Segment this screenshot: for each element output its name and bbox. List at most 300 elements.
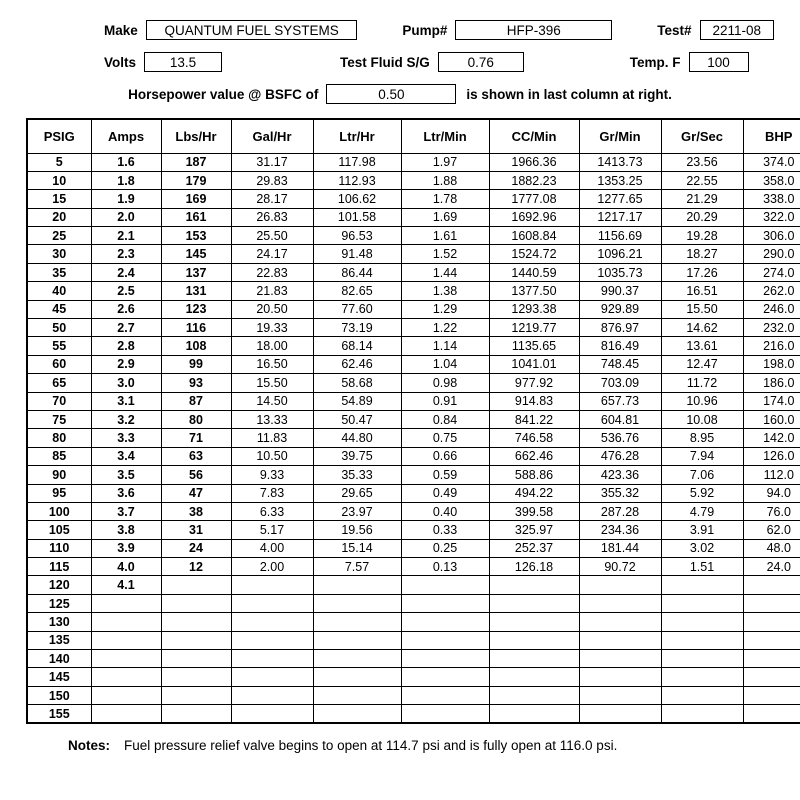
cell-cc-min: 914.83 (489, 392, 579, 410)
cell-gr-min: 816.49 (579, 337, 661, 355)
cell-gal-hr: 22.83 (231, 263, 313, 281)
cell-amps (91, 686, 161, 704)
cell-ltr-hr (313, 613, 401, 631)
cell-ltr-hr: 101.58 (313, 208, 401, 226)
cell-amps: 2.6 (91, 300, 161, 318)
cell-bhp: 174.0 (743, 392, 800, 410)
cell-bhp: 322.0 (743, 208, 800, 226)
cell-lbs-hr: 153 (161, 227, 231, 245)
cell-lbs-hr: 108 (161, 337, 231, 355)
table-row (27, 374, 800, 392)
cell-gr-sec: 5.92 (661, 484, 743, 502)
table-header-row (27, 119, 800, 153)
cell-lbs-hr (161, 631, 231, 649)
cell-ltr-min: 0.98 (401, 374, 489, 392)
cell-amps: 2.0 (91, 208, 161, 226)
cell-gr-min: 287.28 (579, 502, 661, 520)
cell-bhp: 338.0 (743, 190, 800, 208)
column-header-psig: PSIG (27, 119, 91, 153)
table-row (27, 227, 800, 245)
cell-psig: 60 (27, 355, 91, 373)
cell-bhp: 76.0 (743, 502, 800, 520)
cell-gr-sec: 3.91 (661, 521, 743, 539)
cell-ltr-min: 1.52 (401, 245, 489, 263)
cell-gal-hr: 28.17 (231, 190, 313, 208)
cell-bhp (743, 576, 800, 594)
cell-lbs-hr: 145 (161, 245, 231, 263)
cell-gal-hr (231, 650, 313, 668)
cell-psig: 90 (27, 466, 91, 484)
cell-gr-min (579, 594, 661, 612)
cell-amps: 3.5 (91, 466, 161, 484)
cell-ltr-hr: 91.48 (313, 245, 401, 263)
cell-bhp: 216.0 (743, 337, 800, 355)
cell-ltr-min: 1.29 (401, 300, 489, 318)
cell-gr-sec: 19.28 (661, 227, 743, 245)
cell-psig: 55 (27, 337, 91, 355)
cell-amps: 4.0 (91, 558, 161, 576)
cell-psig: 10 (27, 171, 91, 189)
cell-cc-min (489, 686, 579, 704)
cell-cc-min: 841.22 (489, 410, 579, 428)
cell-amps: 2.8 (91, 337, 161, 355)
cell-psig: 40 (27, 282, 91, 300)
cell-bhp: 94.0 (743, 484, 800, 502)
bsfc-row (26, 84, 774, 104)
cell-bhp: 290.0 (743, 245, 800, 263)
table-row (27, 410, 800, 428)
cell-cc-min: 1293.38 (489, 300, 579, 318)
cell-gal-hr: 26.83 (231, 208, 313, 226)
cell-bhp: 232.0 (743, 319, 800, 337)
cell-bhp (743, 650, 800, 668)
cell-gr-sec (661, 650, 743, 668)
cell-gr-sec: 13.61 (661, 337, 743, 355)
table-row (27, 337, 800, 355)
cell-cc-min: 325.97 (489, 521, 579, 539)
cell-gr-min: 536.76 (579, 429, 661, 447)
cell-gal-hr: 4.00 (231, 539, 313, 557)
cell-psig: 130 (27, 613, 91, 631)
cell-amps (91, 594, 161, 612)
cell-gr-min: 355.32 (579, 484, 661, 502)
cell-gal-hr: 2.00 (231, 558, 313, 576)
cell-gal-hr: 6.33 (231, 502, 313, 520)
cell-ltr-hr: 35.33 (313, 466, 401, 484)
cell-ltr-hr (313, 594, 401, 612)
cell-psig: 120 (27, 576, 91, 594)
cell-amps: 1.9 (91, 190, 161, 208)
cell-ltr-min: 1.88 (401, 171, 489, 189)
cell-ltr-min: 0.75 (401, 429, 489, 447)
cell-gr-min: 1353.25 (579, 171, 661, 189)
cell-amps: 3.6 (91, 484, 161, 502)
cell-ltr-min: 0.33 (401, 521, 489, 539)
cell-psig: 100 (27, 502, 91, 520)
column-header-gr-sec: Gr/Sec (661, 119, 743, 153)
cell-bhp: 62.0 (743, 521, 800, 539)
bsfc-field[interactable]: 0.50 (326, 84, 456, 104)
cell-gr-sec: 20.29 (661, 208, 743, 226)
cell-gr-min (579, 576, 661, 594)
test-field[interactable]: 2211-08 (700, 20, 774, 40)
make-field[interactable]: QUANTUM FUEL SYSTEMS (146, 20, 358, 40)
cell-gr-min (579, 668, 661, 686)
notes-label: Notes: (68, 738, 111, 754)
cell-ltr-hr (313, 668, 401, 686)
cell-cc-min: 977.92 (489, 374, 579, 392)
cell-gr-sec: 11.72 (661, 374, 743, 392)
table-row (27, 153, 800, 171)
cell-gal-hr: 21.83 (231, 282, 313, 300)
cell-gr-sec: 1.51 (661, 558, 743, 576)
table-row (27, 392, 800, 410)
cell-gal-hr (231, 705, 313, 723)
cell-bhp: 274.0 (743, 263, 800, 281)
cell-amps (91, 650, 161, 668)
cell-ltr-min: 1.97 (401, 153, 489, 171)
cell-amps: 1.8 (91, 171, 161, 189)
cell-gr-min: 876.97 (579, 319, 661, 337)
cell-gal-hr: 13.33 (231, 410, 313, 428)
cell-amps (91, 668, 161, 686)
test-fluid-sg-label: Test Fluid S/G (340, 54, 430, 70)
cell-ltr-min: 1.14 (401, 337, 489, 355)
cell-cc-min: 1882.23 (489, 171, 579, 189)
cell-ltr-min: 1.38 (401, 282, 489, 300)
cell-gr-min: 1413.73 (579, 153, 661, 171)
cell-lbs-hr: 12 (161, 558, 231, 576)
cell-ltr-hr: 117.98 (313, 153, 401, 171)
cell-bhp: 358.0 (743, 171, 800, 189)
cell-bhp: 198.0 (743, 355, 800, 373)
cell-bhp: 306.0 (743, 227, 800, 245)
cell-lbs-hr: 31 (161, 521, 231, 539)
cell-bhp: 246.0 (743, 300, 800, 318)
cell-bhp (743, 594, 800, 612)
cell-lbs-hr (161, 650, 231, 668)
cell-gr-sec: 22.55 (661, 171, 743, 189)
cell-lbs-hr: 80 (161, 410, 231, 428)
table-row (27, 668, 800, 686)
cell-lbs-hr: 131 (161, 282, 231, 300)
cell-ltr-hr (313, 631, 401, 649)
table-row (27, 319, 800, 337)
cell-amps: 3.7 (91, 502, 161, 520)
cell-gal-hr (231, 631, 313, 649)
cell-lbs-hr (161, 594, 231, 612)
cell-gr-sec: 10.96 (661, 392, 743, 410)
cell-amps (91, 613, 161, 631)
cell-lbs-hr (161, 705, 231, 723)
column-header-bhp: BHP (743, 119, 800, 153)
cell-gr-min: 1217.17 (579, 208, 661, 226)
cell-gr-sec: 7.06 (661, 466, 743, 484)
cell-ltr-min: 0.59 (401, 466, 489, 484)
cell-cc-min: 1608.84 (489, 227, 579, 245)
cell-psig: 25 (27, 227, 91, 245)
cell-gr-sec: 23.56 (661, 153, 743, 171)
table-row (27, 594, 800, 612)
cell-gr-sec: 10.08 (661, 410, 743, 428)
cell-lbs-hr: 71 (161, 429, 231, 447)
header-row-make (26, 20, 774, 40)
cell-cc-min: 1524.72 (489, 245, 579, 263)
cell-ltr-hr (313, 576, 401, 594)
column-header-gr-min: Gr/Min (579, 119, 661, 153)
cell-gr-sec (661, 594, 743, 612)
cell-lbs-hr (161, 576, 231, 594)
cell-amps: 3.3 (91, 429, 161, 447)
cell-gal-hr: 15.50 (231, 374, 313, 392)
cell-psig: 140 (27, 650, 91, 668)
cell-bhp (743, 613, 800, 631)
temp-label: Temp. F (629, 54, 681, 70)
cell-lbs-hr: 87 (161, 392, 231, 410)
table-row (27, 539, 800, 557)
table-row (27, 447, 800, 465)
cell-bhp: 48.0 (743, 539, 800, 557)
cell-ltr-min: 1.69 (401, 208, 489, 226)
cell-cc-min: 1692.96 (489, 208, 579, 226)
notes-text: Fuel pressure relief valve begins to open at 114.7 psi and is fully open at 116.0 psi. (124, 738, 618, 754)
cell-lbs-hr (161, 668, 231, 686)
cell-gr-min (579, 650, 661, 668)
temp-field[interactable]: 100 (689, 52, 749, 72)
table-row (27, 282, 800, 300)
cell-bhp: 374.0 (743, 153, 800, 171)
cell-cc-min: 1377.50 (489, 282, 579, 300)
cell-lbs-hr: 24 (161, 539, 231, 557)
column-header-amps: Amps (91, 119, 161, 153)
cell-ltr-hr: 62.46 (313, 355, 401, 373)
cell-ltr-hr: 112.93 (313, 171, 401, 189)
cell-bhp (743, 705, 800, 723)
cell-gr-min: 703.09 (579, 374, 661, 392)
cell-gr-min: 90.72 (579, 558, 661, 576)
cell-bhp: 126.0 (743, 447, 800, 465)
cell-psig: 135 (27, 631, 91, 649)
cell-gal-hr: 31.17 (231, 153, 313, 171)
bsfc-tail-text: is shown in last column at right. (466, 86, 672, 102)
cell-cc-min: 126.18 (489, 558, 579, 576)
column-header-lbs-hr: Lbs/Hr (161, 119, 231, 153)
cell-ltr-min (401, 631, 489, 649)
cell-cc-min: 252.37 (489, 539, 579, 557)
table-row (27, 263, 800, 281)
cell-ltr-min (401, 576, 489, 594)
cell-gr-sec: 8.95 (661, 429, 743, 447)
pump-field[interactable]: HFP-396 (455, 20, 612, 40)
test-fluid-sg-field[interactable]: 0.76 (438, 52, 524, 72)
cell-gr-min: 604.81 (579, 410, 661, 428)
cell-ltr-min (401, 594, 489, 612)
cell-gr-min: 1035.73 (579, 263, 661, 281)
volts-label: Volts (104, 54, 137, 70)
cell-gr-min (579, 705, 661, 723)
cell-ltr-min: 1.78 (401, 190, 489, 208)
cell-lbs-hr: 56 (161, 466, 231, 484)
cell-bhp: 24.0 (743, 558, 800, 576)
cell-gal-hr: 20.50 (231, 300, 313, 318)
cell-lbs-hr: 38 (161, 502, 231, 520)
cell-amps: 4.1 (91, 576, 161, 594)
cell-psig: 15 (27, 190, 91, 208)
cell-ltr-min: 0.91 (401, 392, 489, 410)
cell-gr-sec: 7.94 (661, 447, 743, 465)
table-row (27, 686, 800, 704)
cell-gal-hr: 19.33 (231, 319, 313, 337)
cell-bhp: 262.0 (743, 282, 800, 300)
cell-cc-min (489, 705, 579, 723)
table-row (27, 484, 800, 502)
cell-amps: 3.1 (91, 392, 161, 410)
cell-psig: 80 (27, 429, 91, 447)
notes (26, 738, 774, 753)
cell-ltr-min (401, 668, 489, 686)
cell-lbs-hr (161, 613, 231, 631)
cell-gal-hr: 14.50 (231, 392, 313, 410)
cell-psig: 110 (27, 539, 91, 557)
cell-gal-hr: 11.83 (231, 429, 313, 447)
cell-gr-min: 1096.21 (579, 245, 661, 263)
cell-psig: 75 (27, 410, 91, 428)
cell-amps: 2.4 (91, 263, 161, 281)
cell-cc-min: 1219.77 (489, 319, 579, 337)
cell-gr-min: 657.73 (579, 392, 661, 410)
cell-cc-min: 1440.59 (489, 263, 579, 281)
cell-ltr-min: 0.25 (401, 539, 489, 557)
table-row (27, 613, 800, 631)
cell-cc-min: 1041.01 (489, 355, 579, 373)
table-row (27, 300, 800, 318)
cell-gr-min (579, 613, 661, 631)
cell-amps: 3.9 (91, 539, 161, 557)
cell-psig: 150 (27, 686, 91, 704)
cell-ltr-hr: 58.68 (313, 374, 401, 392)
cell-gr-sec: 15.50 (661, 300, 743, 318)
cell-lbs-hr: 47 (161, 484, 231, 502)
cell-bhp: 112.0 (743, 466, 800, 484)
cell-ltr-min: 0.13 (401, 558, 489, 576)
volts-field[interactable]: 13.5 (144, 52, 222, 72)
header-row-volts (26, 52, 774, 72)
cell-psig: 105 (27, 521, 91, 539)
cell-ltr-min: 0.49 (401, 484, 489, 502)
cell-ltr-hr: 73.19 (313, 319, 401, 337)
cell-bhp (743, 631, 800, 649)
cell-gr-sec: 4.79 (661, 502, 743, 520)
cell-ltr-min (401, 613, 489, 631)
cell-ltr-hr: 77.60 (313, 300, 401, 318)
cell-amps: 3.4 (91, 447, 161, 465)
cell-gal-hr (231, 594, 313, 612)
cell-cc-min: 1135.65 (489, 337, 579, 355)
cell-ltr-hr: 106.62 (313, 190, 401, 208)
cell-gal-hr: 7.83 (231, 484, 313, 502)
table-row (27, 429, 800, 447)
cell-ltr-hr (313, 705, 401, 723)
cell-gal-hr: 9.33 (231, 466, 313, 484)
cell-amps: 2.5 (91, 282, 161, 300)
cell-gr-min: 1277.65 (579, 190, 661, 208)
test-label: Test# (657, 22, 692, 38)
cell-gal-hr: 24.17 (231, 245, 313, 263)
cell-psig: 145 (27, 668, 91, 686)
cell-psig: 35 (27, 263, 91, 281)
table-row (27, 466, 800, 484)
cell-amps: 3.8 (91, 521, 161, 539)
cell-gr-min: 181.44 (579, 539, 661, 557)
cell-gr-sec: 17.26 (661, 263, 743, 281)
bsfc-label: Horsepower value @ BSFC of (128, 86, 319, 102)
cell-gr-sec (661, 705, 743, 723)
cell-gr-sec: 18.27 (661, 245, 743, 263)
cell-ltr-hr: 15.14 (313, 539, 401, 557)
cell-gr-sec: 16.51 (661, 282, 743, 300)
cell-ltr-min: 1.22 (401, 319, 489, 337)
cell-lbs-hr: 63 (161, 447, 231, 465)
column-header-gal-hr: Gal/Hr (231, 119, 313, 153)
column-header-ltr-min: Ltr/Min (401, 119, 489, 153)
cell-ltr-min: 0.84 (401, 410, 489, 428)
table-row (27, 190, 800, 208)
cell-gr-min: 234.36 (579, 521, 661, 539)
cell-amps: 3.0 (91, 374, 161, 392)
cell-lbs-hr: 169 (161, 190, 231, 208)
cell-ltr-hr: 54.89 (313, 392, 401, 410)
cell-ltr-hr: 39.75 (313, 447, 401, 465)
cell-ltr-min (401, 686, 489, 704)
cell-lbs-hr: 123 (161, 300, 231, 318)
cell-amps (91, 631, 161, 649)
column-header-ltr-hr: Ltr/Hr (313, 119, 401, 153)
cell-cc-min: 494.22 (489, 484, 579, 502)
cell-ltr-min: 1.44 (401, 263, 489, 281)
cell-lbs-hr: 116 (161, 319, 231, 337)
cell-lbs-hr (161, 686, 231, 704)
cell-ltr-hr: 29.65 (313, 484, 401, 502)
cell-psig: 50 (27, 319, 91, 337)
table-row (27, 705, 800, 723)
cell-psig: 115 (27, 558, 91, 576)
table-row (27, 245, 800, 263)
cell-ltr-min: 1.61 (401, 227, 489, 245)
cell-cc-min: 746.58 (489, 429, 579, 447)
cell-cc-min (489, 576, 579, 594)
cell-gr-sec (661, 631, 743, 649)
cell-amps: 2.9 (91, 355, 161, 373)
cell-gr-min: 423.36 (579, 466, 661, 484)
cell-gal-hr: 25.50 (231, 227, 313, 245)
make-label: Make (104, 22, 138, 38)
cell-lbs-hr: 187 (161, 153, 231, 171)
cell-bhp: 142.0 (743, 429, 800, 447)
cell-lbs-hr: 93 (161, 374, 231, 392)
cell-gal-hr: 18.00 (231, 337, 313, 355)
cell-cc-min: 399.58 (489, 502, 579, 520)
table-body (27, 153, 800, 723)
cell-gr-sec: 12.47 (661, 355, 743, 373)
cell-lbs-hr: 179 (161, 171, 231, 189)
cell-gr-sec: 14.62 (661, 319, 743, 337)
cell-gr-sec (661, 686, 743, 704)
cell-psig: 85 (27, 447, 91, 465)
cell-psig: 5 (27, 153, 91, 171)
cell-cc-min (489, 650, 579, 668)
cell-cc-min (489, 631, 579, 649)
cell-gr-sec: 3.02 (661, 539, 743, 557)
